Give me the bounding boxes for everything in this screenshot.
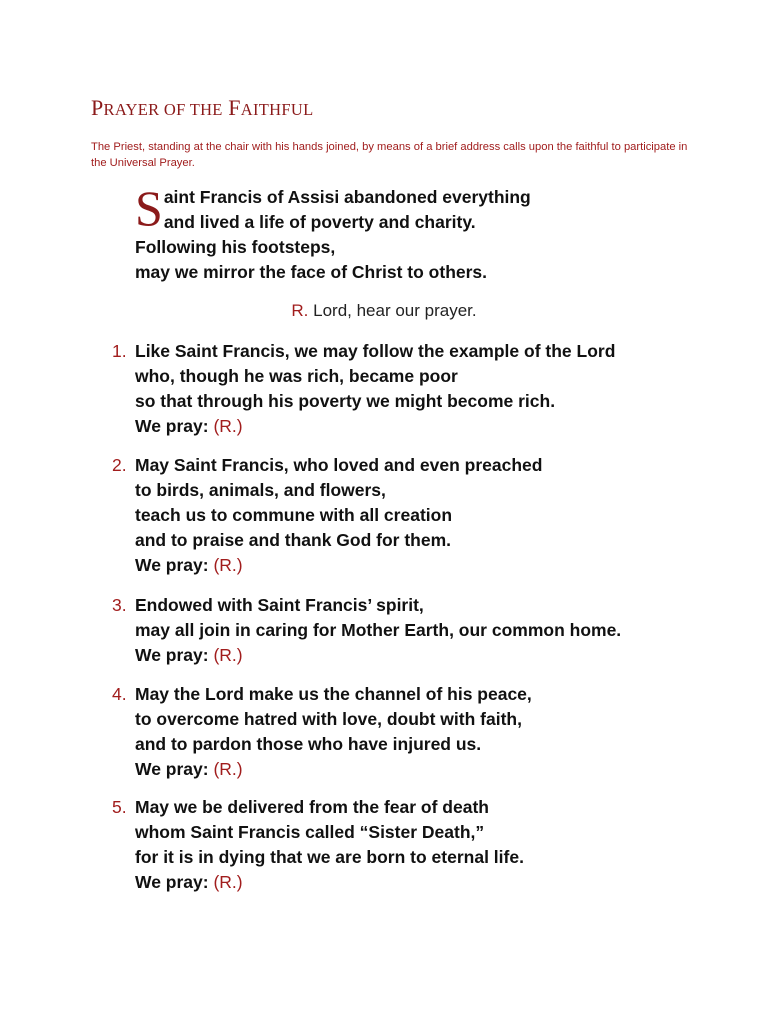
response-cue: (R.)	[213, 759, 243, 779]
intention-line: and to praise and thank God for them.	[135, 530, 451, 550]
we-pray-label: We pray:	[135, 645, 209, 665]
intention-number: 1.	[112, 341, 127, 361]
intention-line: to birds, animals, and flowers,	[135, 480, 386, 500]
intro-line: Following his footsteps,	[135, 237, 336, 257]
intro-line: aint Francis of Assisi abandoned everything	[163, 187, 531, 207]
intention-line: May Saint Francis, who loved and even preached	[135, 455, 543, 475]
response-text: Lord, hear our prayer.	[313, 301, 477, 320]
rubric-instruction: The Priest, standing at the chair with his hands joined, by means of a brief address calls upon the faithful to participate in the Universal Prayer.	[91, 141, 688, 169]
intention-body	[135, 453, 712, 578]
we-pray-label: We pray:	[135, 555, 209, 575]
response-cue: (R.)	[213, 555, 243, 575]
intention-line: Like Saint Francis, we may follow the example of the Lord	[135, 341, 616, 361]
we-pray-line	[135, 757, 712, 782]
drop-cap: S	[135, 180, 163, 236]
title-smallcaps-2: AITHFUL	[240, 100, 314, 119]
title-initial-2: F	[228, 95, 241, 120]
intention-line: for it is in dying that we are born to eternal life.	[135, 847, 524, 867]
we-pray-label: We pray:	[135, 759, 209, 779]
intention-line: and to pardon those who have injured us.	[135, 734, 482, 754]
response-cue: (R.)	[213, 416, 243, 436]
intention-number: 5.	[112, 797, 127, 817]
we-pray-line	[135, 553, 712, 578]
intention-line: Endowed with Saint Francis’ spirit,	[135, 595, 424, 615]
intention-item	[112, 339, 712, 439]
response-cue: (R.)	[213, 645, 243, 665]
intention-line: may all join in caring for Mother Earth, our common home.	[135, 620, 622, 640]
intention-item	[112, 593, 712, 668]
title-initial-1: P	[91, 95, 104, 120]
intro-line: may we mirror the face of Christ to others.	[135, 262, 488, 282]
response-line	[0, 299, 768, 323]
response-mark: R.	[291, 301, 309, 320]
intention-number: 2.	[112, 455, 127, 475]
title-smallcaps-1: RAYER OF THE	[103, 100, 223, 119]
intention-line: who, though he was rich, became poor	[135, 366, 458, 386]
intention-body	[135, 339, 712, 439]
we-pray-label: We pray:	[135, 416, 209, 436]
we-pray-line	[135, 870, 712, 895]
intention-line: so that through his poverty we might become rich.	[135, 391, 556, 411]
introduction-paragraph	[135, 180, 695, 285]
response-cue: (R.)	[213, 872, 243, 892]
intention-body	[135, 795, 712, 895]
intention-line: teach us to commune with all creation	[135, 505, 453, 525]
intention-line: to overcome hatred with love, doubt with faith,	[135, 709, 522, 729]
intention-line: whom Saint Francis called “Sister Death,”	[135, 822, 485, 842]
intention-item	[112, 682, 712, 782]
intention-number: 3.	[112, 595, 127, 615]
intro-line: and lived a life of poverty and charity.	[163, 212, 476, 232]
intention-item	[112, 795, 712, 895]
intention-body	[135, 593, 712, 668]
we-pray-line	[135, 643, 712, 668]
page-title	[91, 95, 313, 123]
intention-number: 4.	[112, 684, 127, 704]
intention-body	[135, 682, 712, 782]
intention-line: May the Lord make us the channel of his peace,	[135, 684, 532, 704]
intention-item	[112, 453, 712, 578]
we-pray-line	[135, 414, 712, 439]
intention-line: May we be delivered from the fear of death	[135, 797, 489, 817]
we-pray-label: We pray:	[135, 872, 209, 892]
